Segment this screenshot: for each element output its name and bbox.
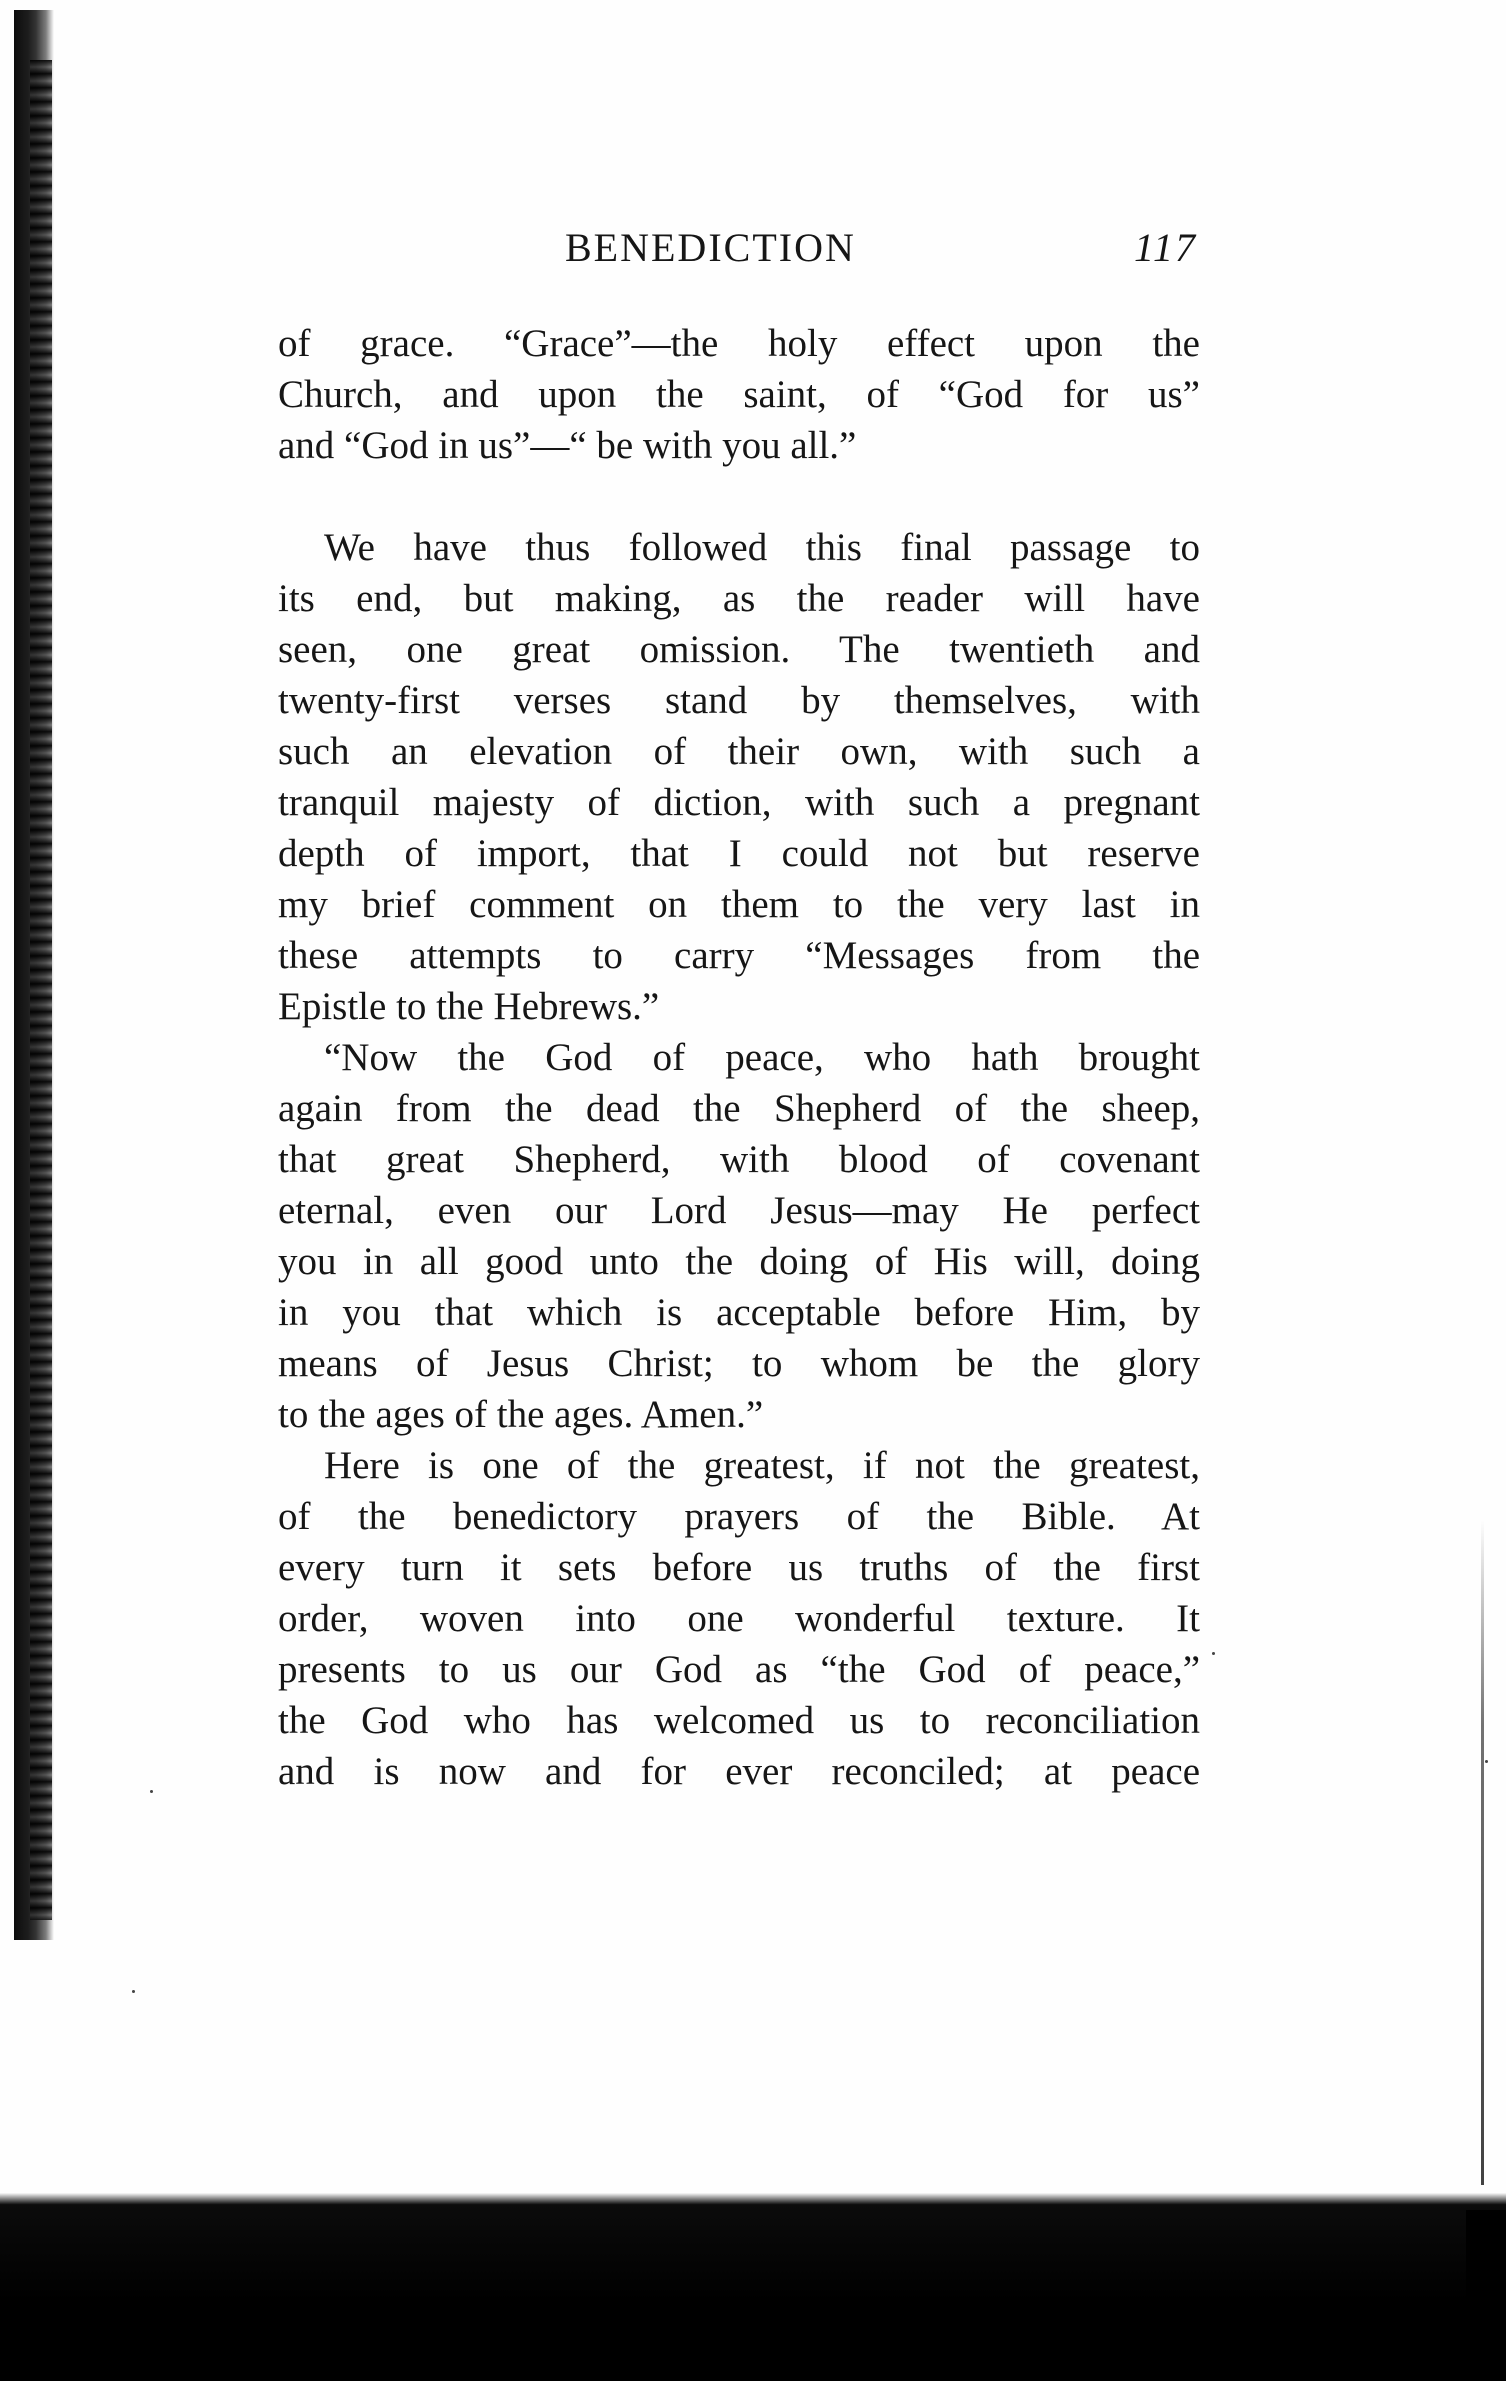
text-line: such an elevation of their own, with such a <box>278 730 1200 773</box>
page-edge-right <box>1481 1520 1484 2200</box>
scan-border-bottom <box>0 2185 1506 2381</box>
running-head: BENEDICTION <box>565 225 856 270</box>
paragraph-break <box>278 471 1200 522</box>
text-line: of grace. “Grace”—the holy effect upon the <box>278 322 1200 365</box>
text-line: you in all good unto the doing of His will, doing <box>278 1240 1200 1283</box>
text-line: tranquil majesty of diction, with such a pregnant <box>278 781 1200 824</box>
page-header <box>278 222 1203 282</box>
binding-texture-left <box>30 60 52 1920</box>
text-line: that great Shepherd, with blood of covenant <box>278 1138 1200 1181</box>
text-line: to the ages of the ages. Amen.” <box>278 1393 764 1436</box>
text-line: in you that which is acceptable before Him, by <box>278 1291 1200 1334</box>
text-line: twenty-first verses stand by themselves, with <box>278 679 1200 722</box>
scan-speck <box>150 1790 153 1793</box>
text-line: presents to us our God as “the God of peace,” <box>278 1648 1200 1691</box>
text-line: eternal, even our Lord Jesus—may He perfect <box>278 1189 1200 1232</box>
text-line: “Now the God of peace, who hath brought <box>324 1036 1200 1079</box>
scan-speck <box>132 1990 135 1993</box>
text-line: and is now and for ever reconciled; at peace <box>278 1750 1200 1793</box>
text-line: Epistle to the Hebrews.” <box>278 985 660 1028</box>
text-line: seen, one great omission. The twentieth and <box>278 628 1200 671</box>
text-line: We have thus followed this final passage to <box>324 526 1200 569</box>
text-line: my brief comment on them to the very last in <box>278 883 1200 926</box>
text-line: order, woven into one wonderful texture. It <box>278 1597 1200 1640</box>
text-line: its end, but making, as the reader will have <box>278 577 1200 620</box>
text-line: these attempts to carry “Messages from the <box>278 934 1200 977</box>
text-line: Here is one of the greatest, if not the greatest, <box>324 1444 1200 1487</box>
scan-speck <box>1485 1760 1488 1763</box>
text-line: again from the dead the Shepherd of the sheep, <box>278 1087 1200 1130</box>
text-line: Church, and upon the saint, of “God for us” <box>278 373 1200 416</box>
text-line: means of Jesus Christ; to whom be the glory <box>278 1342 1200 1385</box>
body-text <box>278 318 1200 1797</box>
scan-speck <box>1212 1652 1215 1655</box>
text-line: and “God in us”—“ be with you all.” <box>278 424 857 467</box>
page-number: 117 <box>1133 225 1197 270</box>
text-line: depth of import, that I could not but reserve <box>278 832 1200 875</box>
text-line: every turn it sets before us truths of the first <box>278 1546 1200 1589</box>
scan-border-bottom-right <box>1466 2210 1506 2381</box>
text-line: of the benedictory prayers of the Bible. At <box>278 1495 1200 1538</box>
text-line: the God who has welcomed us to reconciliation <box>278 1699 1200 1742</box>
